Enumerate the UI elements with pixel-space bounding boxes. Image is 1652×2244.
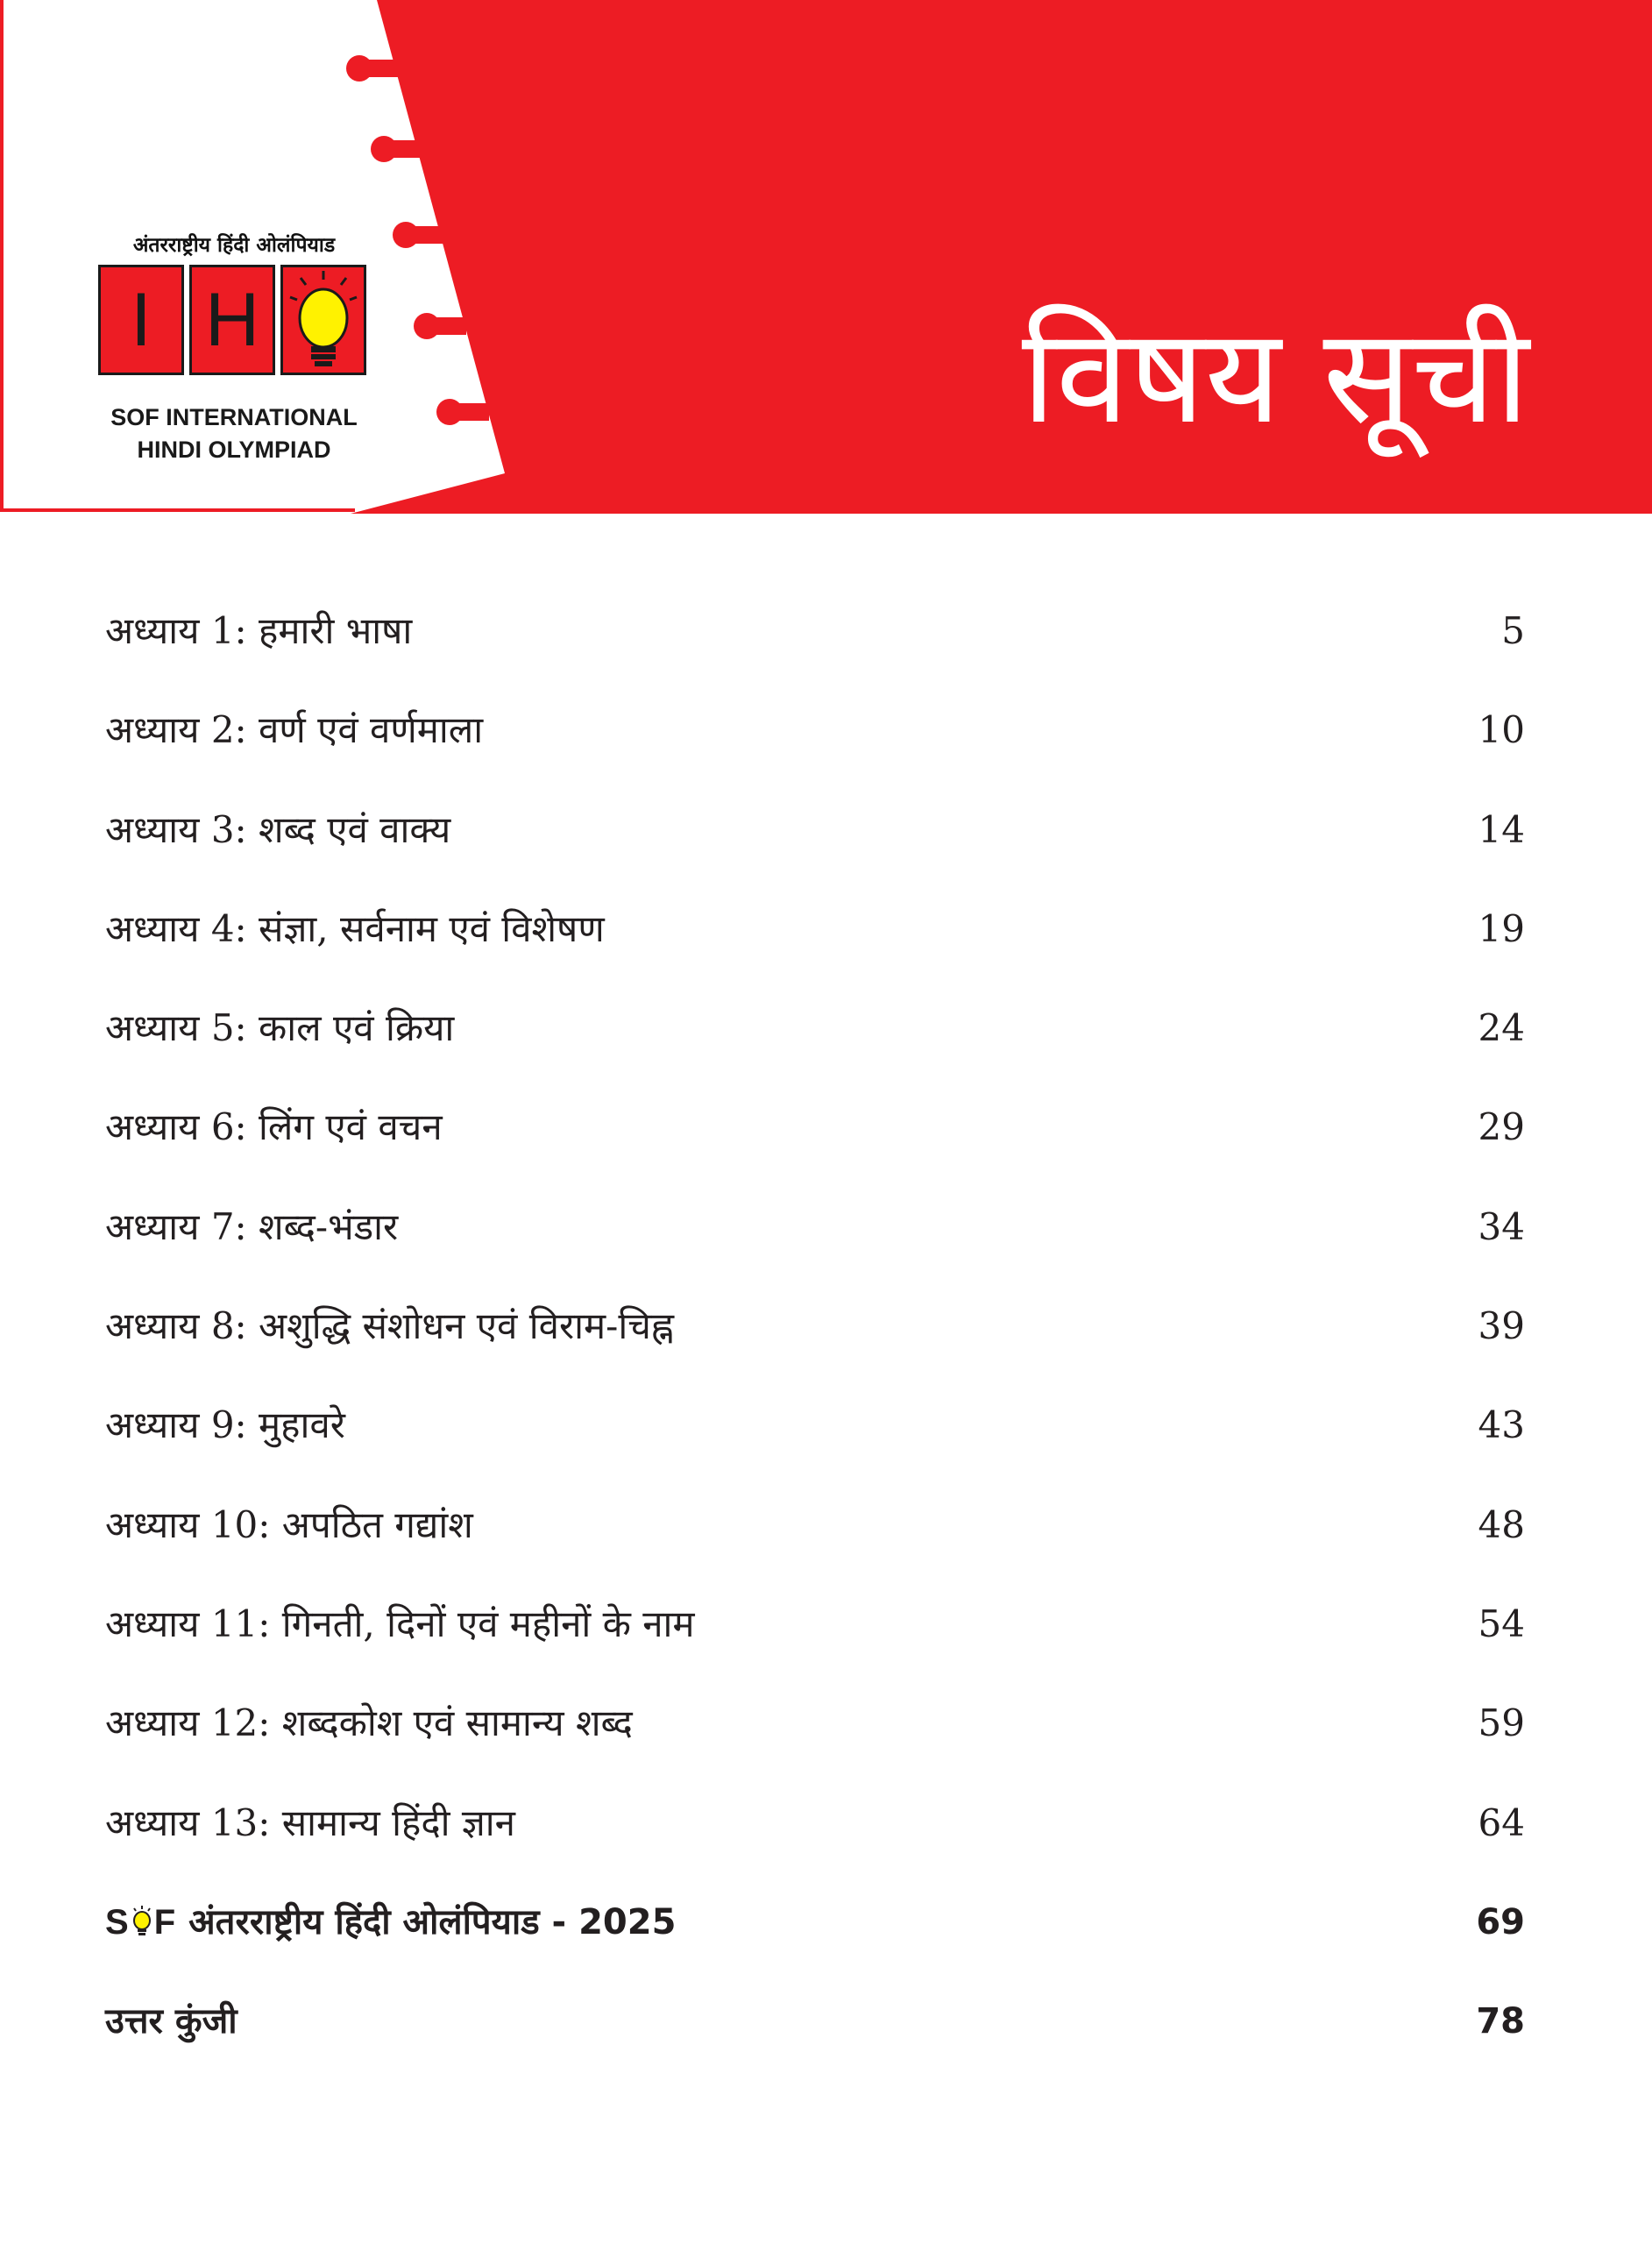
ring-tab	[406, 226, 445, 244]
toc-entry-page: 10	[1478, 708, 1525, 752]
toc-entry[interactable]	[105, 1192, 1525, 1291]
toc-entry[interactable]	[105, 993, 1525, 1092]
toc-entry-label: अध्याय 10: अपठित गद्यांश	[105, 1502, 473, 1546]
logo-letter-o	[280, 265, 366, 375]
toc-entry-label: अध्याय 11: गिनती, दिनों एवं महीनों के नाम	[105, 1601, 695, 1645]
toc-entry[interactable]	[105, 695, 1525, 794]
page-title: विषय सूची	[1021, 301, 1529, 453]
sof-letter-s: S	[105, 1902, 130, 1942]
logo-english-line2: HINDI OLYMPIAD	[137, 437, 331, 463]
toc-entry-label: अध्याय 8: अशुद्धि संशोधन एवं विराम-चिह्न	[105, 1304, 675, 1348]
toc-entry-answer-key[interactable]	[105, 1986, 1525, 2085]
toc-entry-page: 34	[1478, 1204, 1525, 1248]
toc-answer-key-page: 78	[1476, 2001, 1525, 2042]
logo-letter-h: H	[189, 265, 275, 375]
toc-entry-page: 19	[1478, 906, 1525, 950]
toc-entry-page: 54	[1478, 1601, 1525, 1645]
toc-entry-page: 43	[1478, 1403, 1525, 1447]
toc-entry[interactable]	[105, 1390, 1525, 1489]
toc-entry-label: अध्याय 1: हमारी भाषा	[105, 609, 413, 652]
ring-tab	[359, 60, 399, 77]
toc-entry[interactable]	[105, 1291, 1525, 1390]
toc-entry-page: 14	[1478, 807, 1525, 851]
toc-entry-page: 59	[1478, 1701, 1525, 1745]
toc-entry-label: अध्याय 9: मुहावरे	[105, 1403, 345, 1447]
logo-letter-boxes	[98, 265, 370, 377]
toc-entry[interactable]	[105, 596, 1525, 695]
bulb-icon	[131, 1906, 153, 1937]
logo-hindi-name: अंतरराष्ट्रीय हिंदी ओलंपियाड	[132, 234, 336, 257]
toc-entry-page: 48	[1478, 1502, 1525, 1546]
sof-logo	[105, 1887, 176, 1957]
toc-entry[interactable]	[105, 1688, 1525, 1787]
toc-entry-page: 39	[1478, 1304, 1525, 1348]
bulb-icon	[283, 267, 364, 373]
toc-entry[interactable]	[105, 795, 1525, 894]
toc-answer-key-label: उत्तर कुंजी	[105, 2001, 238, 2042]
toc-olympiad-label-wrap	[105, 1887, 676, 1957]
toc-entry-label: अध्याय 2: वर्ण एवं वर्णमाला	[105, 708, 484, 752]
header-banner	[0, 0, 1652, 514]
sof-letter-f: F	[153, 1902, 177, 1942]
logo-english-name	[95, 401, 373, 466]
toc-entry-label: अध्याय 3: शब्द एवं वाक्य	[105, 807, 451, 851]
toc-entry-page: 5	[1501, 609, 1525, 652]
toc-entry-olympiad[interactable]	[105, 1887, 1525, 1986]
logo-letter-i: I	[98, 265, 184, 375]
ring-tab	[450, 403, 489, 421]
toc-entry-label: अध्याय 13: सामान्य हिंदी ज्ञान	[105, 1800, 515, 1844]
toc-olympiad-page: 69	[1476, 1901, 1525, 1942]
toc-entry-label: अध्याय 7: शब्द-भंडार	[105, 1204, 399, 1248]
logo-english-line1: SOF INTERNATIONAL	[110, 404, 358, 430]
toc-entry-label: अध्याय 12: शब्दकोश एवं सामान्य शब्द	[105, 1701, 633, 1745]
toc-entry-label: अध्याय 6: लिंग एवं वचन	[105, 1105, 443, 1149]
toc-olympiad-label: अंतरराष्ट्रीय हिंदी ओलंपियाड - 2025	[188, 1901, 677, 1942]
toc-entry[interactable]	[105, 1490, 1525, 1589]
ring-tab	[427, 317, 466, 335]
toc-entry[interactable]	[105, 1589, 1525, 1688]
table-of-contents	[105, 596, 1525, 2085]
toc-entry-label: अध्याय 5: काल एवं क्रिया	[105, 1006, 455, 1050]
toc-entry-page: 24	[1478, 1006, 1525, 1050]
toc-entry-page: 64	[1478, 1800, 1525, 1844]
toc-entry-page: 29	[1478, 1105, 1525, 1149]
toc-entry[interactable]	[105, 894, 1525, 993]
ring-tab	[384, 140, 423, 158]
toc-entry[interactable]	[105, 1092, 1525, 1191]
toc-entry[interactable]	[105, 1788, 1525, 1887]
toc-entry-label: अध्याय 4: संज्ञा, सर्वनाम एवं विशेषण	[105, 906, 605, 950]
